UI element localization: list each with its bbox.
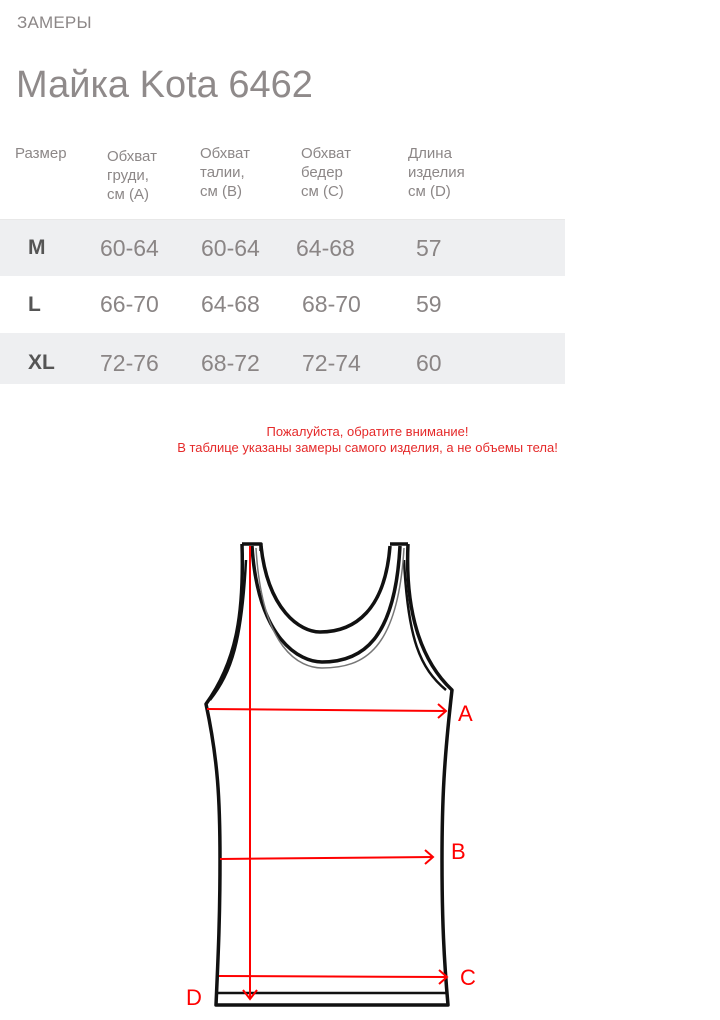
cell-waist: 68-72: [201, 350, 260, 376]
section-label: ЗАМЕРЫ: [17, 13, 92, 32]
neckline-inner: [261, 546, 390, 632]
cell-length: 57: [416, 235, 442, 261]
label-a: A: [458, 701, 473, 726]
table-header: [0, 140, 565, 219]
cell-hips: 64-68: [296, 235, 355, 261]
cell-hips: 68-70: [302, 291, 361, 317]
right-armhole-trim: [404, 560, 446, 690]
neckline-trim: [256, 548, 404, 668]
chest-line: [207, 709, 446, 711]
measurement-notice: [0, 424, 720, 456]
cell-size: L: [28, 293, 41, 316]
cell-length: 59: [416, 291, 442, 317]
header-length: Длина изделия см (D): [408, 145, 465, 200]
cell-hips: 72-74: [302, 350, 361, 376]
table-row: [0, 220, 565, 276]
cell-waist: 64-68: [201, 291, 260, 317]
cell-chest: 66-70: [100, 291, 159, 317]
left-side: [206, 544, 452, 1005]
cell-size: XL: [28, 351, 55, 374]
label-d: D: [186, 985, 202, 1010]
size-table: [0, 140, 565, 384]
cell-length: 60: [416, 350, 442, 376]
notice-line-1: Пожалуйста, обратите внимание!: [266, 424, 469, 439]
label-b: B: [451, 839, 466, 864]
tank-top-outline: [206, 544, 452, 1005]
cell-size: M: [28, 236, 46, 259]
header-size: Размер: [15, 145, 67, 162]
table-row: [0, 276, 565, 333]
waist-line: [220, 857, 433, 859]
cell-waist: 60-64: [201, 235, 260, 261]
label-c: C: [460, 965, 476, 990]
hips-line: [219, 976, 447, 977]
table-row: [0, 333, 565, 384]
page-title: Майка Kota 6462: [16, 64, 313, 106]
header-hips: Обхват бедер см (C): [301, 145, 351, 200]
cell-chest: 72-76: [100, 350, 159, 376]
cell-chest: 60-64: [100, 235, 159, 261]
tank-top-diagram: [0, 500, 720, 1020]
header-waist: Обхват талии, см (B): [200, 145, 250, 200]
notice-line-2: В таблице указаны замеры самого изделия, а не объемы тела!: [177, 440, 558, 455]
header-chest: Обхват груди, см (A): [107, 148, 157, 203]
